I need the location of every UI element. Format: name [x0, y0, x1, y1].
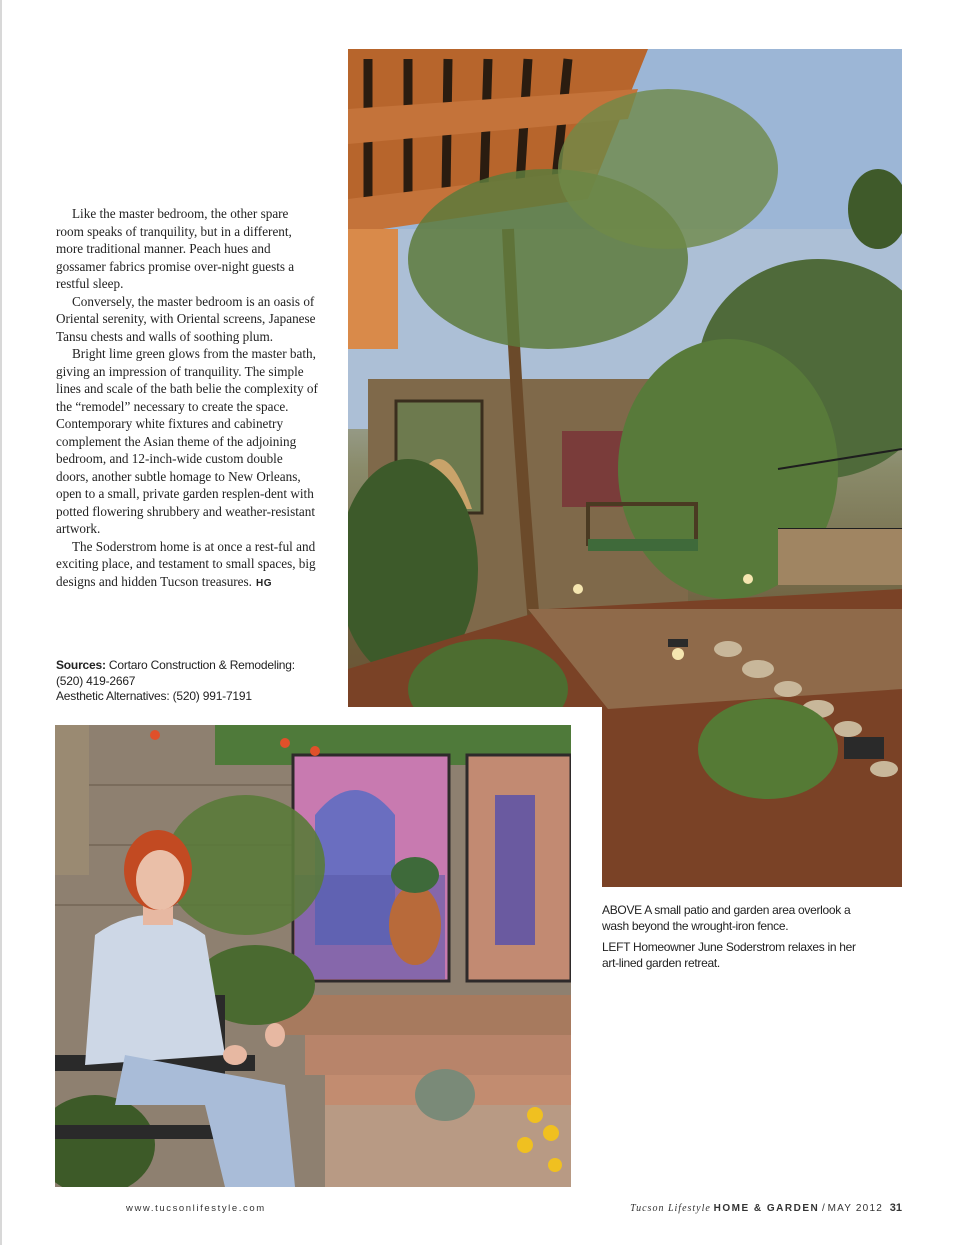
article-paragraph-3: Bright lime green glows from the master bath, giving an impression of tranquility. The simple lines and scale of the bath belie the complexity of the “remodel” necessary to create the space. Contemporary white fixtures and cabinetry complement the Asian theme of the adjoining bedroom, and 12-inch-wide custom double doors, another subtle homage to New Orleans, open to a small, private garden resplen-dent with potted flowering shrubbery and weather-resistant artwork.: [56, 346, 318, 536]
page-edge: [0, 0, 2, 1245]
photo-captions: [602, 903, 862, 977]
sources-block: [56, 658, 356, 705]
footer-url: www.tucsonlifestyle.com: [126, 1203, 266, 1214]
caption-above: ABOVE A small patio and garden area overlook a wash beyond the wrought-iron fence.: [602, 903, 851, 933]
homeowner-garden-photo: [55, 725, 571, 1187]
footer-separator: /: [822, 1203, 825, 1214]
caption-left: LEFT Homeowner June Soderstrom relaxes in her art-lined garden retreat.: [602, 940, 856, 970]
sources-line-1: [56, 658, 356, 674]
end-mark: HG: [255, 577, 272, 589]
footer-magazine-name: Tucson Lifestyle: [630, 1203, 711, 1214]
sources-label: Sources:: [56, 658, 106, 672]
article-body: [56, 205, 318, 592]
footer-folio: [630, 1202, 902, 1214]
sources-company-2: Aesthetic Alternatives: (520) 991-7191: [56, 689, 252, 703]
sources-company-1: Cortaro Construction & Remodeling:: [108, 658, 295, 672]
footer-section: HOME & GARDEN: [713, 1203, 820, 1214]
article-paragraph-1: Like the master bedroom, the other spare room speaks of tranquility, but in a different, more traditional manner. Peach hues and gossamer fabrics promise over-night guests a restful sleep.: [56, 206, 295, 291]
article-paragraph-2: Conversely, the master bedroom is an oasis of Oriental serenity, with Oriental screens, Japanese Tansu chests and walls of soothing plum.: [56, 293, 316, 344]
footer-date: MAY 2012: [827, 1203, 883, 1214]
page-number: 31: [889, 1202, 902, 1214]
article-paragraph-4: [56, 538, 318, 593]
sources-phone-1: (520) 419-2667: [56, 673, 136, 688]
article-paragraph-4-text: The Soderstrom home is at once a rest-ful and exciting place, and testament to small spaces, big designs and hidden Tucson treasures.: [56, 538, 316, 589]
